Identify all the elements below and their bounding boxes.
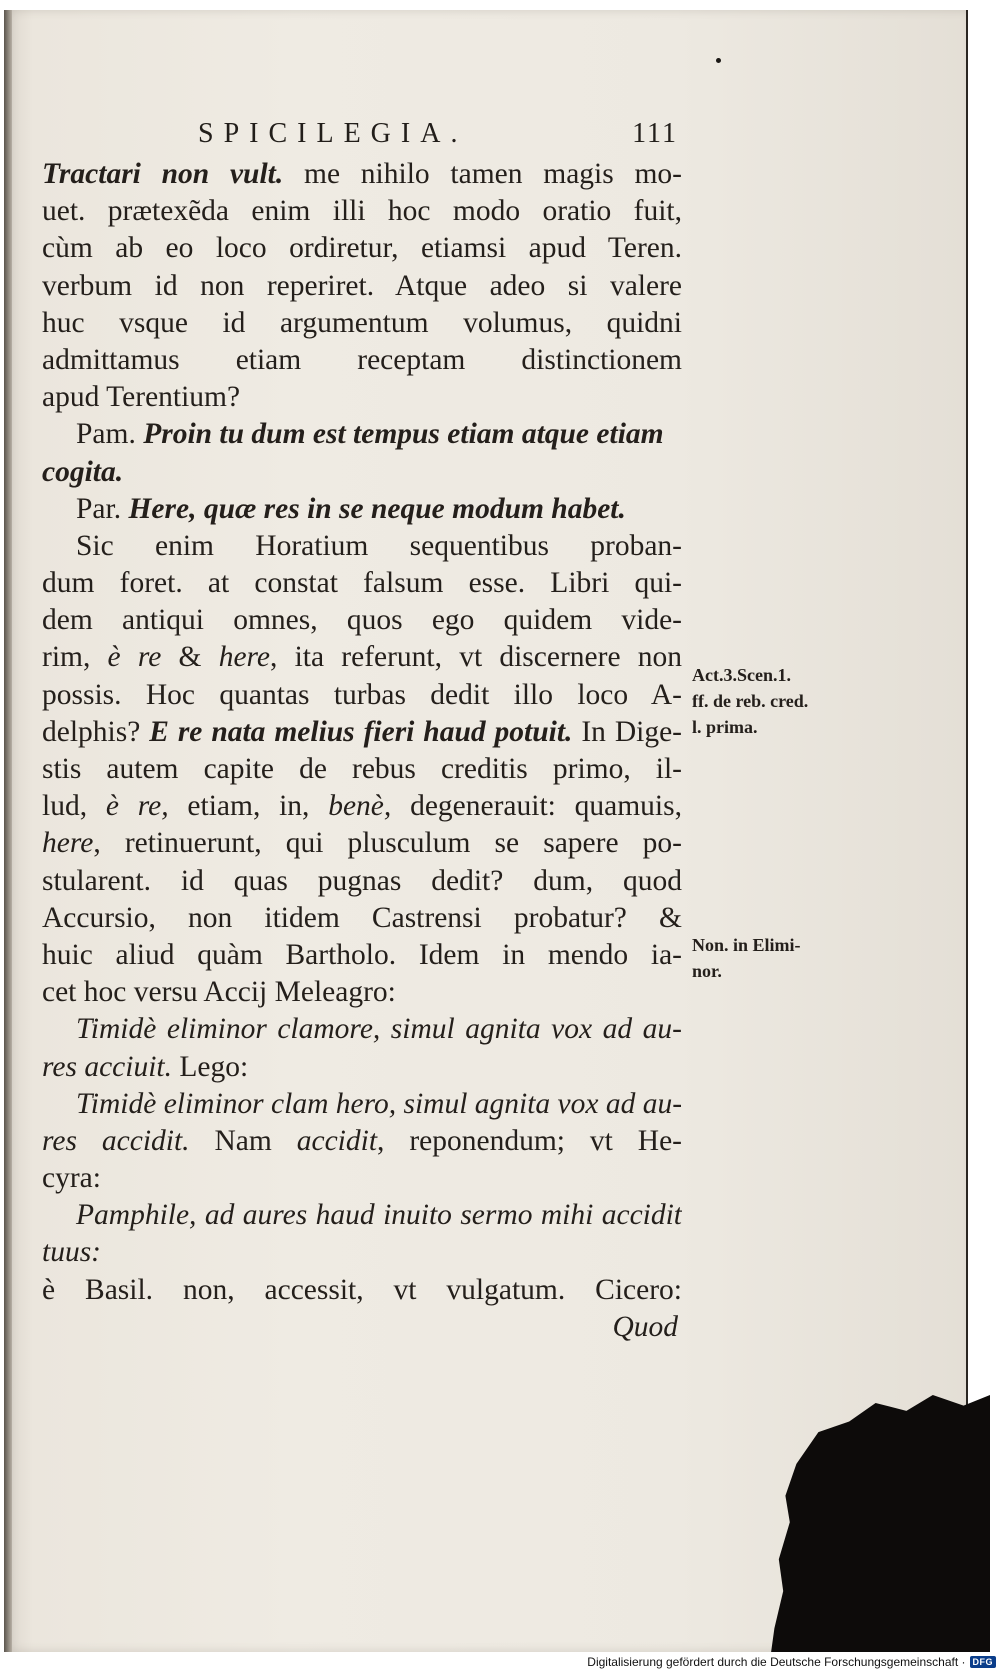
text-line: [42, 156, 682, 193]
text-segment: benè,: [328, 790, 392, 823]
text-line: [42, 1086, 682, 1123]
text-segment: Pamphile, ad aures haud inuito sermo mihi accidit: [76, 1199, 682, 1232]
text-line: [42, 1234, 682, 1271]
text-line: [42, 900, 682, 937]
text-segment: Timidè eliminor clam hero, simul agnita vox ad au-: [76, 1087, 682, 1120]
text-line: [42, 937, 682, 974]
text-line: [42, 565, 682, 602]
text-segment: tuus:: [42, 1236, 101, 1269]
text-segment: Pam.: [76, 418, 144, 451]
text-line: [42, 1011, 682, 1048]
text-segment: stis autem capite de rebus creditis primo, il-: [42, 753, 682, 785]
text-line: [42, 1197, 682, 1234]
text-line: [42, 528, 682, 565]
text-segment: Sic enim Horatium sequentibus proban-: [76, 529, 682, 562]
margin-note-act-scene: [692, 662, 862, 740]
text-segment: Here, quæ res in se neque modum habet.: [128, 492, 626, 525]
text-line: [42, 677, 682, 714]
text-line: [42, 454, 682, 491]
text-line: [42, 230, 682, 267]
text-segment: Proin tu dum est tempus etiam atque etiam: [143, 418, 664, 451]
text-segment: In Dige-: [572, 715, 682, 748]
text-segment: E re nata melius fieri haud potuit.: [149, 715, 573, 748]
margin-note-nonius: [692, 932, 862, 984]
text-segment: Nam: [189, 1124, 297, 1157]
body-text: [42, 156, 682, 1346]
text-segment: delphis?: [42, 715, 150, 748]
text-segment: &: [161, 641, 219, 674]
margin-note-line: nor.: [692, 961, 722, 981]
text-segment: , ita referunt, vt discernere non: [270, 641, 682, 674]
text-line: [42, 602, 682, 639]
text-segment: è re: [107, 641, 162, 674]
text-segment: apud Terentium?: [42, 381, 241, 414]
text-line: [42, 863, 682, 900]
text-line: [42, 1272, 682, 1309]
text-segment: è re,: [105, 790, 169, 823]
text-line: [42, 751, 682, 788]
text-segment: res acciuit.: [42, 1050, 172, 1083]
text-segment: cùm ab eo loco ordiretur, etiamsi apud Teren.: [42, 232, 682, 265]
dfg-logo-icon: DFG: [970, 1656, 997, 1668]
text-segment: Par.: [76, 492, 129, 525]
text-segment: cogita.: [42, 455, 124, 488]
text-segment: Accursio, non itidem Castrensi probatur? &: [42, 901, 682, 934]
text-segment: Timidè eliminor clamore, simul agnita vox ad au-: [76, 1013, 682, 1046]
text-segment: dum foret. at constat falsum esse. Libri qui-: [42, 567, 682, 600]
page-gutter-shadow: [4, 10, 12, 1652]
text-segment: stularent. id quas pugnas dedit? dum, quod: [42, 864, 682, 897]
text-segment: possis. Hoc quantas turbas dedit illo loco A-: [42, 678, 682, 711]
text-segment: huic aliud quàm Bartholo. Idem in mendo ia-: [42, 938, 682, 971]
text-line: [42, 639, 682, 676]
text-segment: admittamus etiam receptam distinctionem: [42, 343, 682, 376]
text-segment: here: [218, 641, 271, 674]
text-line: [42, 305, 682, 342]
text-segment: lud,: [42, 790, 106, 823]
text-segment: cyra:: [42, 1162, 101, 1195]
running-head-title: SPICILEGIA.: [198, 118, 468, 149]
text-segment: cet hoc versu Accij Meleagro:: [42, 976, 396, 1009]
text-segment: me nihilo tamen magis mo-: [283, 158, 682, 190]
text-line: [42, 379, 682, 416]
margin-note-line: Act.3.Scen.1.: [692, 665, 791, 685]
text-line: [42, 491, 682, 528]
text-segment: Quod: [612, 1310, 678, 1343]
text-line: [42, 416, 682, 453]
text-line: [42, 1049, 682, 1086]
text-segment: dem antiqui omnes, quos ego quidem vide-: [42, 604, 682, 637]
text-line: [42, 714, 682, 751]
text-segment: accidit: [296, 1124, 378, 1157]
text-segment: Tractari non vult.: [42, 158, 284, 190]
text-line: [42, 193, 682, 230]
text-segment: res accidit.: [42, 1124, 190, 1157]
footer-text: Digitalisierung gefördert durch die Deutsche Forschungsgemeinschaft ·: [587, 1655, 966, 1669]
text-segment: rim,: [42, 641, 108, 674]
text-segment: , retinuerunt, qui plusculum se sapere po-: [93, 827, 682, 860]
text-line: [42, 974, 682, 1011]
text-segment: degenerauit: quamuis,: [391, 790, 682, 823]
text-line: [42, 1123, 682, 1160]
running-head: [198, 118, 678, 158]
margin-note-line: l. prima.: [692, 717, 758, 737]
digitization-footer: [587, 1654, 996, 1670]
text-segment: verbum id non reperiret. Atque adeo si valere: [42, 269, 682, 302]
margin-note-line: Non. in Elimi-: [692, 935, 801, 955]
text-line: [42, 268, 682, 305]
text-segment: huc vsque id argumentum volumus, quidni: [42, 306, 682, 339]
text-line: [42, 1309, 682, 1346]
text-line: [42, 342, 682, 379]
text-line: [42, 1160, 682, 1197]
page-number: 111: [632, 118, 678, 149]
text-line: [42, 788, 682, 825]
ink-fleck: [716, 58, 721, 63]
text-segment: Lego:: [171, 1050, 249, 1083]
text-segment: è Basil. non, accessit, vt vulgatum. Cicero:: [42, 1273, 682, 1306]
text-line: [42, 825, 682, 862]
text-segment: here: [42, 827, 94, 860]
margin-note-line: ff. de reb. cred.: [692, 691, 809, 711]
text-segment: etiam, in,: [168, 790, 329, 823]
text-segment: , reponendum; vt He-: [377, 1124, 682, 1157]
text-segment: uet. prætexẽda enim illi hoc modo oratio fuit,: [42, 195, 682, 228]
